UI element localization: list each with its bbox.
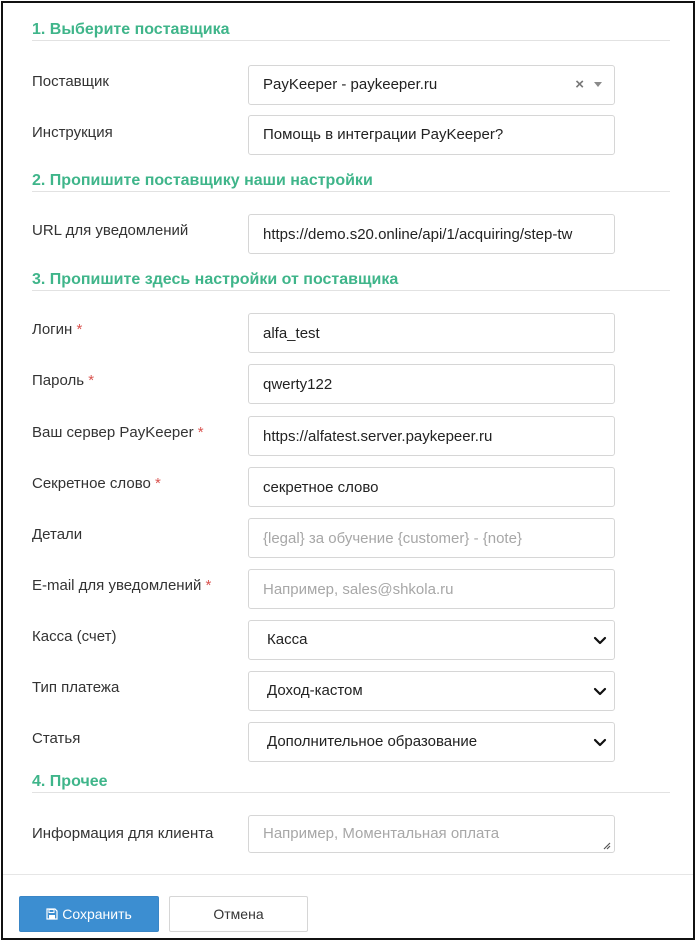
password-label (32, 372, 94, 389)
server-input[interactable] (248, 416, 615, 456)
article-label: Статья (32, 730, 81, 747)
section-title-choose-provider: 1. Выберите поставщика (32, 21, 230, 38)
section-title-provider-settings: 3. Пропишите здесь настройки от поставщика (32, 271, 399, 288)
secret-word-label-text: Секретное слово (32, 475, 151, 492)
password-label-text: Пароль (32, 372, 85, 389)
article-selected-value: Дополнительное образование (267, 733, 478, 750)
client-info-label: Информация для клиента (32, 825, 214, 842)
section-title-our-settings: 2. Пропишите поставщику наши настройки (32, 172, 373, 189)
server-label-text: Ваш сервер PayKeeper (32, 424, 194, 441)
login-label-text: Логин (32, 321, 73, 338)
email-label-text: E-mail для уведомлений (32, 577, 202, 594)
resize-grip-icon[interactable] (601, 840, 611, 850)
required-mark: * (88, 372, 95, 389)
section-divider (32, 191, 670, 192)
provider-select[interactable] (248, 65, 615, 105)
payment-type-label: Тип платежа (32, 679, 120, 696)
secret-word-input[interactable] (248, 467, 615, 507)
email-input[interactable] (248, 569, 615, 609)
section-divider (32, 40, 670, 41)
required-mark: * (76, 321, 83, 338)
notify-url-field[interactable] (248, 214, 615, 254)
required-mark: * (205, 577, 212, 594)
client-info-textarea[interactable] (248, 815, 615, 853)
payment-type-selected-value: Доход-кастом (267, 682, 363, 699)
settings-form-panel (1, 1, 695, 940)
caret-down-icon[interactable] (594, 82, 602, 87)
section-divider (32, 792, 670, 793)
chevron-down-icon (592, 683, 608, 699)
article-select[interactable] (248, 722, 615, 762)
instruction-label: Инструкция (32, 124, 113, 141)
chevron-down-icon (592, 632, 608, 648)
provider-label: Поставщик (32, 73, 109, 90)
cashbox-selected-value: Касса (267, 631, 308, 648)
save-button-label: Сохранить (62, 906, 132, 922)
cashbox-select[interactable] (248, 620, 615, 660)
email-label (32, 577, 211, 594)
save-button[interactable] (19, 896, 159, 932)
cancel-button-label: Отмена (213, 906, 264, 922)
server-label (32, 424, 204, 441)
details-input[interactable] (248, 518, 615, 558)
instruction-link-field[interactable]: Помощь в интеграции PayKeeper? (248, 115, 615, 155)
clear-icon[interactable]: × (575, 76, 584, 93)
login-input[interactable] (248, 313, 615, 353)
footer-divider (3, 874, 693, 875)
secret-word-label (32, 475, 161, 492)
payment-type-select[interactable] (248, 671, 615, 711)
password-input[interactable] (248, 364, 615, 404)
details-label: Детали (32, 526, 83, 543)
login-label (32, 321, 82, 338)
section-title-other: 4. Прочее (32, 773, 108, 790)
cashbox-label: Касса (счет) (32, 628, 117, 645)
notify-url-label: URL для уведомлений (32, 222, 189, 239)
section-divider (32, 290, 670, 291)
required-mark: * (155, 475, 161, 492)
chevron-down-icon (592, 734, 608, 750)
required-mark: * (197, 424, 204, 441)
cancel-button[interactable] (169, 896, 308, 932)
provider-selected-value: PayKeeper - paykeeper.ru (263, 76, 438, 93)
floppy-disk-icon (46, 908, 58, 920)
